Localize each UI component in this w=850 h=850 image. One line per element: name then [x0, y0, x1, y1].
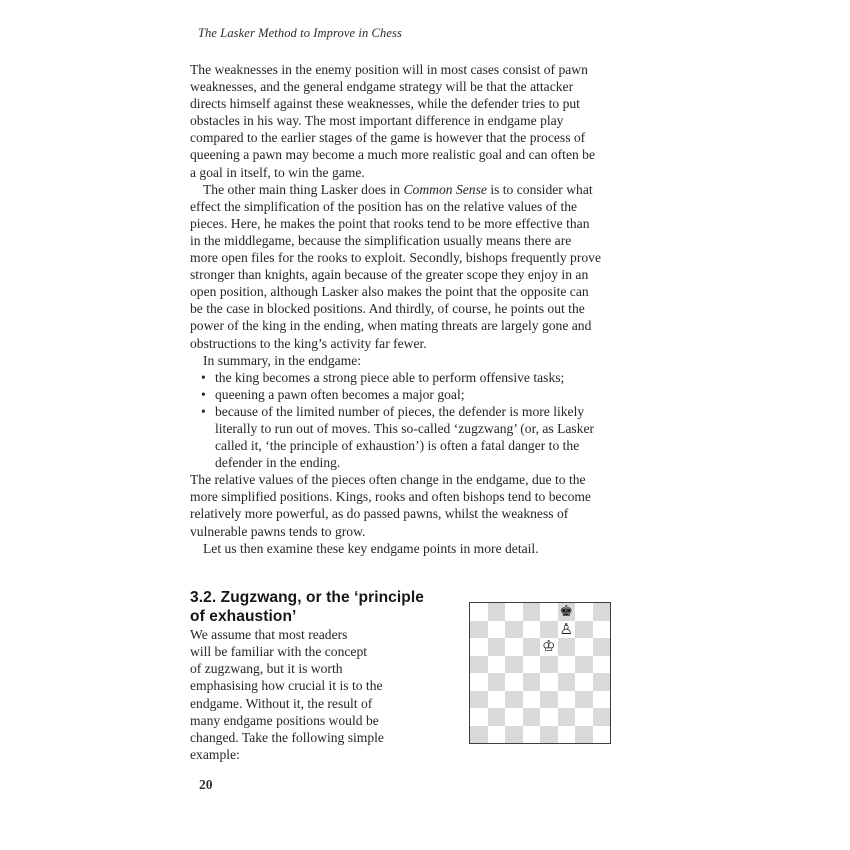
section-heading-line: 3.2. Zugzwang, or the ‘principle — [190, 589, 425, 606]
square-f8 — [558, 603, 576, 621]
square-d5 — [523, 656, 541, 674]
section-heading-line: of exhaustion’ — [190, 607, 297, 625]
square-b2 — [488, 708, 506, 726]
text-line: obstacles in his way. The most important difference in endgame play — [190, 113, 564, 129]
text-line: vulnerable pawns tends to grow. — [190, 523, 366, 539]
text-line: more open files for the rooks to exploit. Secondly, bishops frequently prove — [190, 250, 601, 266]
square-c7 — [505, 621, 523, 639]
square-a7 — [470, 621, 488, 639]
square-g5 — [575, 656, 593, 674]
text-line: relatively more powerful, as do passed pawns, whilst the weakness of — [190, 506, 569, 522]
text-line: weaknesses, and the general endgame strategy will be that the attacker — [190, 79, 574, 95]
text-line: Let us then examine these key endgame points in more detail. — [203, 540, 539, 556]
text-line: pieces. Here, he makes the point that rooks tend to be more effective than — [190, 215, 590, 231]
square-c6 — [505, 638, 523, 656]
square-d1 — [523, 726, 541, 744]
bullet-icon: • — [201, 386, 206, 402]
square-a4 — [470, 673, 488, 691]
square-d7 — [523, 621, 541, 639]
square-g8 — [575, 603, 593, 621]
text-line: The relative values of the pieces often change in the endgame, due to the — [190, 472, 586, 488]
square-d2 — [523, 708, 541, 726]
square-h2 — [593, 708, 611, 726]
square-e4 — [540, 673, 558, 691]
square-a5 — [470, 656, 488, 674]
square-c3 — [505, 691, 523, 709]
text-line: We assume that most readers — [190, 627, 348, 642]
bullet-text: because of the limited number of pieces, the defender is more likely — [215, 403, 585, 419]
bullet-item — [190, 386, 601, 403]
square-h1 — [593, 726, 611, 744]
square-a2 — [470, 708, 488, 726]
square-h5 — [593, 656, 611, 674]
square-f4 — [558, 673, 576, 691]
square-h4 — [593, 673, 611, 691]
bullet-icon: • — [201, 403, 206, 419]
square-f6 — [558, 638, 576, 656]
bullet-text: the king becomes a strong piece able to perform offensive tasks; — [215, 369, 565, 385]
square-e7 — [540, 621, 558, 639]
square-g2 — [575, 708, 593, 726]
square-b5 — [488, 656, 506, 674]
square-f7 — [558, 621, 576, 639]
square-c2 — [505, 708, 523, 726]
square-b7 — [488, 621, 506, 639]
text-line: be the case in blocked positions. And thirdly, of course, he points out the — [190, 301, 585, 317]
square-c1 — [505, 726, 523, 744]
text-line: more simplified positions. Kings, rooks and often bishops tend to become — [190, 489, 591, 505]
text-line: will be familiar with the concept — [190, 644, 368, 660]
bullet-item — [190, 403, 601, 420]
square-d4 — [523, 673, 541, 691]
bullet-text: queening a pawn often becomes a major goal; — [215, 386, 465, 402]
square-d6 — [523, 638, 541, 656]
square-b8 — [488, 603, 506, 621]
chess-diagram — [469, 602, 611, 744]
bullet-continuation: called it, ‘the principle of exhaustion’) is often a fatal danger to the — [215, 438, 580, 454]
white-king-icon: ♔ — [542, 638, 556, 656]
text-line: effect the simplification of the position has on the relative values of the — [190, 198, 578, 214]
white-pawn-icon: ♙ — [559, 620, 573, 638]
square-f5 — [558, 656, 576, 674]
square-e2 — [540, 708, 558, 726]
square-c8 — [505, 603, 523, 621]
running-header: The Lasker Method to Improve in Chess — [198, 26, 402, 40]
section-heading — [190, 589, 424, 626]
square-a3 — [470, 691, 488, 709]
text-line: In summary, in the endgame: — [203, 352, 362, 368]
square-b6 — [488, 638, 506, 656]
text-line: stronger than knights, again because of the greater scope they enjoy in an — [190, 267, 589, 283]
text-line: a goal in itself, to win the game. — [190, 164, 365, 180]
square-h8 — [593, 603, 611, 621]
text-line: example: — [190, 746, 240, 762]
square-g3 — [575, 691, 593, 709]
text-line: power of the king in the ending, when mating threats are largely gone and — [190, 318, 592, 334]
square-e8 — [540, 603, 558, 621]
square-b4 — [488, 673, 506, 691]
square-g4 — [575, 673, 593, 691]
text-line: of zugzwang, but it is worth — [190, 661, 343, 677]
square-d3 — [523, 691, 541, 709]
text-line: directs himself against these weaknesses, while the defender tries to put — [190, 96, 580, 112]
square-d8 — [523, 603, 541, 621]
square-b3 — [488, 691, 506, 709]
square-h3 — [593, 691, 611, 709]
text-line: endgame. Without it, the result of — [190, 695, 373, 711]
bullet-icon: • — [201, 369, 206, 385]
square-a8 — [470, 603, 488, 621]
text-line: emphasising how crucial it is to the — [190, 678, 383, 694]
square-e3 — [540, 691, 558, 709]
square-f3 — [558, 691, 576, 709]
square-c5 — [505, 656, 523, 674]
square-f1 — [558, 726, 576, 744]
square-e1 — [540, 726, 558, 744]
text-line: in the middlegame, because the simplification usually means there are — [190, 232, 572, 248]
square-h6 — [593, 638, 611, 656]
square-e6 — [540, 638, 558, 656]
text-line: obstructions to the king’s activity far fewer. — [190, 335, 427, 351]
text-line: changed. Take the following simple — [190, 729, 384, 745]
text-run: The other main thing Lasker does in — [203, 181, 404, 197]
square-b1 — [488, 726, 506, 744]
square-a1 — [470, 726, 488, 744]
square-f2 — [558, 708, 576, 726]
square-c4 — [505, 673, 523, 691]
page-number: 20 — [199, 777, 213, 792]
square-g1 — [575, 726, 593, 744]
bullet-continuation: defender in the ending. — [215, 455, 341, 471]
text-line: compared to the earlier stages of the game is however that the process of — [190, 130, 586, 146]
text-line: The weaknesses in the enemy position will in most cases consist of pawn — [190, 62, 588, 77]
square-h7 — [593, 621, 611, 639]
bullet-item — [190, 369, 601, 386]
text-line — [190, 181, 601, 198]
square-g7 — [575, 621, 593, 639]
square-e5 — [540, 656, 558, 674]
text-run: is to consider what — [486, 181, 593, 197]
text-line: many endgame positions would be — [190, 712, 379, 728]
intro-text — [190, 61, 601, 557]
square-a6 — [470, 638, 488, 656]
bullet-continuation: literally to run out of moves. This so-called ‘zugzwang’ (or, as Lasker — [215, 420, 595, 436]
book-title-italic: Common Sense — [403, 181, 487, 197]
section-text — [190, 626, 384, 763]
black-king-icon: ♚ — [559, 603, 573, 621]
square-g6 — [575, 638, 593, 656]
text-line: queening a pawn may become a much more realistic goal and can often be — [190, 147, 596, 163]
text-line: open position, although Lasker also makes the point that the opposite can — [190, 284, 589, 300]
